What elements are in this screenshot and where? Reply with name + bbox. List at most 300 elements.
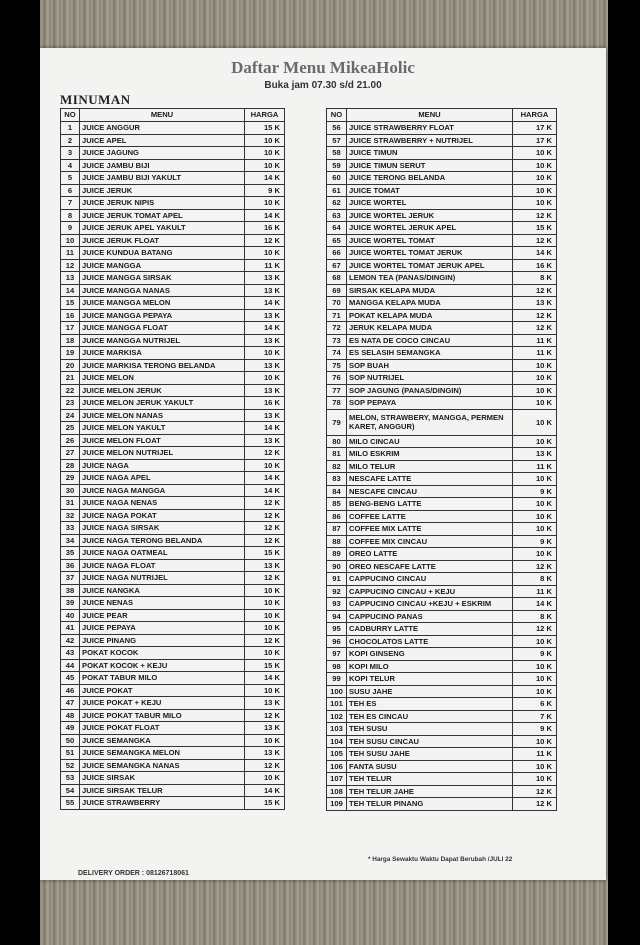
table-row xyxy=(327,184,557,197)
item-name: SOP PEPAYA xyxy=(347,397,513,410)
item-price: 14 K xyxy=(245,472,285,485)
item-price: 10 K xyxy=(513,409,557,435)
item-number: 48 xyxy=(61,709,80,722)
item-number: 58 xyxy=(327,147,347,160)
item-number: 63 xyxy=(327,209,347,222)
item-price: 10 K xyxy=(513,147,557,160)
table-row xyxy=(327,197,557,210)
table-row xyxy=(327,598,557,611)
item-price: 13 K xyxy=(245,359,285,372)
item-name: NESCAFE CINCAU xyxy=(347,485,513,498)
item-name: JUICE SIRSAK TELUR xyxy=(80,784,245,797)
item-number: 104 xyxy=(327,735,347,748)
item-name: JUICE TOMAT xyxy=(347,184,513,197)
item-price: 10 K xyxy=(245,459,285,472)
item-name: JUICE JERUK APEL YAKULT xyxy=(80,222,245,235)
table-row xyxy=(327,673,557,686)
item-name: JUICE SEMANGKA MELON xyxy=(80,747,245,760)
item-number: 59 xyxy=(327,159,347,172)
table-row xyxy=(327,448,557,461)
item-name: JUICE TIMUN SERUT xyxy=(347,159,513,172)
item-name: TEH SUSU CINCAU xyxy=(347,735,513,748)
item-price: 13 K xyxy=(245,284,285,297)
item-name: JUICE NAGA OATMEAL xyxy=(80,547,245,560)
item-price: 12 K xyxy=(513,560,557,573)
item-price: 14 K xyxy=(245,297,285,310)
menu-title: Daftar Menu MikeaHolic xyxy=(231,58,415,77)
table-header-row xyxy=(327,109,557,122)
item-name: JUICE NAGA APEL xyxy=(80,472,245,485)
table-row xyxy=(327,710,557,723)
item-name: JUICE MELON JERUK xyxy=(80,384,245,397)
item-number: 16 xyxy=(61,309,80,322)
item-name: JUICE STRAWBERRY xyxy=(80,797,245,810)
table-row xyxy=(61,234,285,247)
table-row xyxy=(327,635,557,648)
item-number: 40 xyxy=(61,609,80,622)
item-price: 10 K xyxy=(513,159,557,172)
table-row xyxy=(61,459,285,472)
item-name: MILO ESKRIM xyxy=(347,448,513,461)
table-row xyxy=(61,759,285,772)
table-row xyxy=(327,259,557,272)
item-number: 75 xyxy=(327,359,347,372)
table-row xyxy=(61,534,285,547)
item-price: 10 K xyxy=(513,172,557,185)
item-price: 10 K xyxy=(513,372,557,385)
item-name: SOP JAGUNG (PANAS/DINGIN) xyxy=(347,384,513,397)
item-price: 6 K xyxy=(513,698,557,711)
table-row xyxy=(61,247,285,260)
item-name: JUICE NAGA xyxy=(80,459,245,472)
item-price: 12 K xyxy=(513,623,557,636)
item-number: 30 xyxy=(61,484,80,497)
item-name: JUICE NAGA POKAT xyxy=(80,509,245,522)
item-price: 14 K xyxy=(245,484,285,497)
item-name: JUICE WORTEL TOMAT JERUK xyxy=(347,247,513,260)
price-change-note: * Harga Sewaktu Waktu Dapat Berubah /JULI 22 xyxy=(368,856,513,863)
item-name: CHOCOLATOS LATTE xyxy=(347,635,513,648)
item-number: 98 xyxy=(327,660,347,673)
item-price: 13 K xyxy=(245,434,285,447)
table-row xyxy=(61,509,285,522)
item-price: 12 K xyxy=(513,309,557,322)
item-name: MILO TELUR xyxy=(347,460,513,473)
item-price: 12 K xyxy=(513,322,557,335)
table-row xyxy=(327,773,557,786)
item-name: ES NATA DE COCO CINCAU xyxy=(347,334,513,347)
item-number: 28 xyxy=(61,459,80,472)
item-number: 45 xyxy=(61,672,80,685)
item-price: 10 K xyxy=(245,584,285,597)
item-price: 13 K xyxy=(513,297,557,310)
table-row xyxy=(327,560,557,573)
table-row xyxy=(327,485,557,498)
table-row xyxy=(327,698,557,711)
menu-table-left xyxy=(60,108,285,810)
item-number: 44 xyxy=(61,659,80,672)
table-row xyxy=(327,648,557,661)
item-name: JUICE SEMANGKA xyxy=(80,734,245,747)
item-number: 72 xyxy=(327,322,347,335)
table-row xyxy=(327,535,557,548)
item-price: 8 K xyxy=(513,610,557,623)
table-row xyxy=(61,272,285,285)
item-number: 68 xyxy=(327,272,347,285)
item-name: MILO CINCAU xyxy=(347,435,513,448)
item-price: 9 K xyxy=(513,535,557,548)
table-row xyxy=(327,172,557,185)
item-price: 16 K xyxy=(513,259,557,272)
item-number: 3 xyxy=(61,147,80,160)
item-price: 11 K xyxy=(513,347,557,360)
item-name: JUICE ANGGUR xyxy=(80,122,245,135)
item-number: 9 xyxy=(61,222,80,235)
item-price: 13 K xyxy=(245,309,285,322)
item-name: JUICE MANGGA MELON xyxy=(80,297,245,310)
item-number: 15 xyxy=(61,297,80,310)
item-price: 12 K xyxy=(245,759,285,772)
item-number: 69 xyxy=(327,284,347,297)
table-row xyxy=(61,572,285,585)
item-name: JUICE APEL xyxy=(80,134,245,147)
item-name: OREO LATTE xyxy=(347,548,513,561)
item-price: 10 K xyxy=(513,473,557,486)
table-row xyxy=(327,234,557,247)
table-row xyxy=(61,684,285,697)
item-name: JUICE MARKISA TERONG BELANDA xyxy=(80,359,245,372)
item-name: CADBURRY LATTE xyxy=(347,623,513,636)
item-name: JUICE MANGGA xyxy=(80,259,245,272)
menu-sheet xyxy=(40,48,606,880)
table-row xyxy=(61,522,285,535)
item-name: TEH ES xyxy=(347,698,513,711)
item-price: 15 K xyxy=(245,122,285,135)
item-price: 15 K xyxy=(513,222,557,235)
item-price: 10 K xyxy=(245,597,285,610)
item-number: 81 xyxy=(327,448,347,461)
item-name: LEMON TEA (PANAS/DINGIN) xyxy=(347,272,513,285)
table-row xyxy=(61,672,285,685)
table-row xyxy=(327,585,557,598)
table-row xyxy=(61,209,285,222)
table-row xyxy=(61,197,285,210)
table-row xyxy=(327,159,557,172)
item-name: POKAT KOCOK xyxy=(80,647,245,660)
item-number: 105 xyxy=(327,748,347,761)
item-price: 12 K xyxy=(245,572,285,585)
table-row xyxy=(327,372,557,385)
item-number: 87 xyxy=(327,523,347,536)
table-row xyxy=(61,697,285,710)
table-row xyxy=(327,272,557,285)
table-row xyxy=(61,597,285,610)
item-name: JUICE NAGA TERONG BELANDA xyxy=(80,534,245,547)
section-heading: MINUMAN xyxy=(60,92,131,107)
item-number: 21 xyxy=(61,372,80,385)
item-name: JUICE JERUK TOMAT APEL xyxy=(80,209,245,222)
table-row xyxy=(327,209,557,222)
item-price: 12 K xyxy=(245,634,285,647)
item-price: 10 K xyxy=(513,660,557,673)
table-row xyxy=(61,159,285,172)
table-row xyxy=(327,623,557,636)
item-name: JUICE NAGA NUTRIJEL xyxy=(80,572,245,585)
item-number: 66 xyxy=(327,247,347,260)
delivery-order-contact: DELIVERY ORDER : 08126718061 xyxy=(78,870,189,877)
item-price: 10 K xyxy=(513,635,557,648)
item-number: 49 xyxy=(61,722,80,735)
item-price: 12 K xyxy=(245,522,285,535)
item-price: 10 K xyxy=(513,498,557,511)
table-row xyxy=(61,609,285,622)
item-price: 10 K xyxy=(513,510,557,523)
table-row xyxy=(327,660,557,673)
table-row xyxy=(327,334,557,347)
table-row xyxy=(61,659,285,672)
column-header-no: NO xyxy=(327,109,347,122)
item-price: 10 K xyxy=(245,147,285,160)
item-price: 14 K xyxy=(245,172,285,185)
item-name: SOP BUAH xyxy=(347,359,513,372)
item-number: 31 xyxy=(61,497,80,510)
item-number: 8 xyxy=(61,209,80,222)
item-price: 12 K xyxy=(513,798,557,811)
table-row xyxy=(61,647,285,660)
table-row xyxy=(327,760,557,773)
table-row xyxy=(327,122,557,135)
item-number: 94 xyxy=(327,610,347,623)
table-row xyxy=(61,747,285,760)
item-number: 64 xyxy=(327,222,347,235)
table-row xyxy=(61,472,285,485)
item-price: 12 K xyxy=(245,497,285,510)
table-row xyxy=(61,172,285,185)
item-price: 14 K xyxy=(245,322,285,335)
item-number: 83 xyxy=(327,473,347,486)
item-name: JUICE MANGGA SIRSAK xyxy=(80,272,245,285)
item-number: 86 xyxy=(327,510,347,523)
item-name: COFFEE LATTE xyxy=(347,510,513,523)
item-price: 10 K xyxy=(245,197,285,210)
item-number: 95 xyxy=(327,623,347,636)
item-price: 10 K xyxy=(513,359,557,372)
item-name: JUICE TERONG BELANDA xyxy=(347,172,513,185)
item-number: 12 xyxy=(61,259,80,272)
item-name: TEH TELUR PINANG xyxy=(347,798,513,811)
item-name: JUICE KUNDUA BATANG xyxy=(80,247,245,260)
item-price: 7 K xyxy=(513,710,557,723)
item-name: JUICE POKAT xyxy=(80,684,245,697)
table-row xyxy=(327,523,557,536)
item-number: 47 xyxy=(61,697,80,710)
table-row xyxy=(61,222,285,235)
item-price: 12 K xyxy=(245,447,285,460)
table-row xyxy=(327,460,557,473)
table-row xyxy=(61,484,285,497)
item-price: 13 K xyxy=(245,272,285,285)
table-row xyxy=(61,622,285,635)
item-number: 62 xyxy=(327,197,347,210)
item-price: 10 K xyxy=(513,673,557,686)
item-name: JUICE MANGGA NUTRIJEL xyxy=(80,334,245,347)
item-number: 33 xyxy=(61,522,80,535)
item-name: JUICE MELON NUTRIJEL xyxy=(80,447,245,460)
item-number: 5 xyxy=(61,172,80,185)
item-number: 50 xyxy=(61,734,80,747)
item-number: 46 xyxy=(61,684,80,697)
item-name: MANGGA KELAPA MUDA xyxy=(347,297,513,310)
item-price: 14 K xyxy=(245,672,285,685)
item-number: 10 xyxy=(61,234,80,247)
item-number: 17 xyxy=(61,322,80,335)
item-number: 92 xyxy=(327,585,347,598)
item-name: JUICE NAGA NENAS xyxy=(80,497,245,510)
table-row xyxy=(327,510,557,523)
item-number: 107 xyxy=(327,773,347,786)
item-price: 13 K xyxy=(245,722,285,735)
item-number: 79 xyxy=(327,409,347,435)
item-number: 109 xyxy=(327,798,347,811)
table-row xyxy=(61,497,285,510)
item-name: JUICE NAGA MANGGA xyxy=(80,484,245,497)
table-row xyxy=(327,409,557,435)
item-number: 91 xyxy=(327,573,347,586)
item-price: 13 K xyxy=(245,697,285,710)
item-price: 13 K xyxy=(245,747,285,760)
item-name: CAPPUCINO CINCAU xyxy=(347,573,513,586)
item-name: TEH TELUR xyxy=(347,773,513,786)
table-row xyxy=(61,334,285,347)
item-name: JUICE POKAT TABUR MILO xyxy=(80,709,245,722)
item-price: 9 K xyxy=(513,485,557,498)
item-name: JUICE SIRSAK xyxy=(80,772,245,785)
item-number: 88 xyxy=(327,535,347,548)
item-name: NESCAFE LATTE xyxy=(347,473,513,486)
item-name: JUICE WORTEL JERUK APEL xyxy=(347,222,513,235)
item-number: 26 xyxy=(61,434,80,447)
item-name: JUICE POKAT FLOAT xyxy=(80,722,245,735)
item-name: JUICE SEMANGKA NANAS xyxy=(80,759,245,772)
item-price: 10 K xyxy=(245,347,285,360)
item-price: 10 K xyxy=(245,372,285,385)
item-number: 25 xyxy=(61,422,80,435)
item-number: 55 xyxy=(61,797,80,810)
item-number: 2 xyxy=(61,134,80,147)
item-number: 43 xyxy=(61,647,80,660)
item-price: 10 K xyxy=(513,548,557,561)
item-name: JUICE MELON FLOAT xyxy=(80,434,245,447)
item-price: 14 K xyxy=(513,598,557,611)
item-number: 71 xyxy=(327,309,347,322)
column-header-menu: MENU xyxy=(80,109,245,122)
column-header-harga: HARGA xyxy=(245,109,285,122)
table-row xyxy=(61,359,285,372)
table-row xyxy=(327,473,557,486)
item-name: JUICE MELON NANAS xyxy=(80,409,245,422)
table-row xyxy=(61,134,285,147)
item-number: 84 xyxy=(327,485,347,498)
table-row xyxy=(61,559,285,572)
table-row xyxy=(61,784,285,797)
item-number: 97 xyxy=(327,648,347,661)
item-name: SOP NUTRIJEL xyxy=(347,372,513,385)
item-name: JUICE JAGUNG xyxy=(80,147,245,160)
table-row xyxy=(327,748,557,761)
table-row xyxy=(61,772,285,785)
item-price: 10 K xyxy=(513,760,557,773)
item-name: JUICE STRAWBERRY + NUTRIJEL xyxy=(347,134,513,147)
item-number: 80 xyxy=(327,435,347,448)
table-row xyxy=(327,735,557,748)
item-number: 29 xyxy=(61,472,80,485)
item-number: 57 xyxy=(327,134,347,147)
item-name: KOPI TELUR xyxy=(347,673,513,686)
table-row xyxy=(327,798,557,811)
item-name: TEH ES CINCAU xyxy=(347,710,513,723)
table-row xyxy=(61,384,285,397)
item-number: 4 xyxy=(61,159,80,172)
table-row xyxy=(61,734,285,747)
item-name: CAPPUCINO CINCAU + KEJU xyxy=(347,585,513,598)
item-name: JUICE MELON YAKULT xyxy=(80,422,245,435)
table-row xyxy=(327,297,557,310)
table-row xyxy=(61,297,285,310)
item-name: TEH TELUR JAHE xyxy=(347,785,513,798)
item-price: 11 K xyxy=(513,748,557,761)
table-row xyxy=(327,309,557,322)
item-name: JUICE WORTEL JERUK xyxy=(347,209,513,222)
item-name: JUICE JERUK NIPIS xyxy=(80,197,245,210)
item-name: POKAT KOCOK + KEJU xyxy=(80,659,245,672)
item-name: JUICE PINANG xyxy=(80,634,245,647)
item-price: 10 K xyxy=(513,523,557,536)
table-row xyxy=(61,322,285,335)
table-row xyxy=(61,284,285,297)
item-name: JUICE WORTEL TOMAT JERUK APEL xyxy=(347,259,513,272)
item-name: POKAT KELAPA MUDA xyxy=(347,309,513,322)
item-price: 15 K xyxy=(245,797,285,810)
item-number: 53 xyxy=(61,772,80,785)
item-number: 74 xyxy=(327,347,347,360)
item-number: 89 xyxy=(327,548,347,561)
table-row xyxy=(61,797,285,810)
item-price: 10 K xyxy=(513,685,557,698)
item-price: 12 K xyxy=(245,234,285,247)
item-number: 67 xyxy=(327,259,347,272)
item-price: 12 K xyxy=(245,509,285,522)
item-name: POKAT TABUR MILO xyxy=(80,672,245,685)
item-number: 34 xyxy=(61,534,80,547)
table-row xyxy=(327,435,557,448)
item-number: 7 xyxy=(61,197,80,210)
table-row xyxy=(61,422,285,435)
table-row xyxy=(327,723,557,736)
item-name: JUICE MELON xyxy=(80,372,245,385)
item-price: 12 K xyxy=(513,284,557,297)
item-price: 9 K xyxy=(513,648,557,661)
table-row xyxy=(327,498,557,511)
table-row xyxy=(327,573,557,586)
item-price: 16 K xyxy=(245,222,285,235)
item-name: JUICE NANGKA xyxy=(80,584,245,597)
table-row xyxy=(61,722,285,735)
item-price: 12 K xyxy=(245,709,285,722)
item-name: JUICE NENAS xyxy=(80,597,245,610)
item-price: 10 K xyxy=(245,134,285,147)
item-price: 10 K xyxy=(245,684,285,697)
item-name: COFFEE MIX LATTE xyxy=(347,523,513,536)
